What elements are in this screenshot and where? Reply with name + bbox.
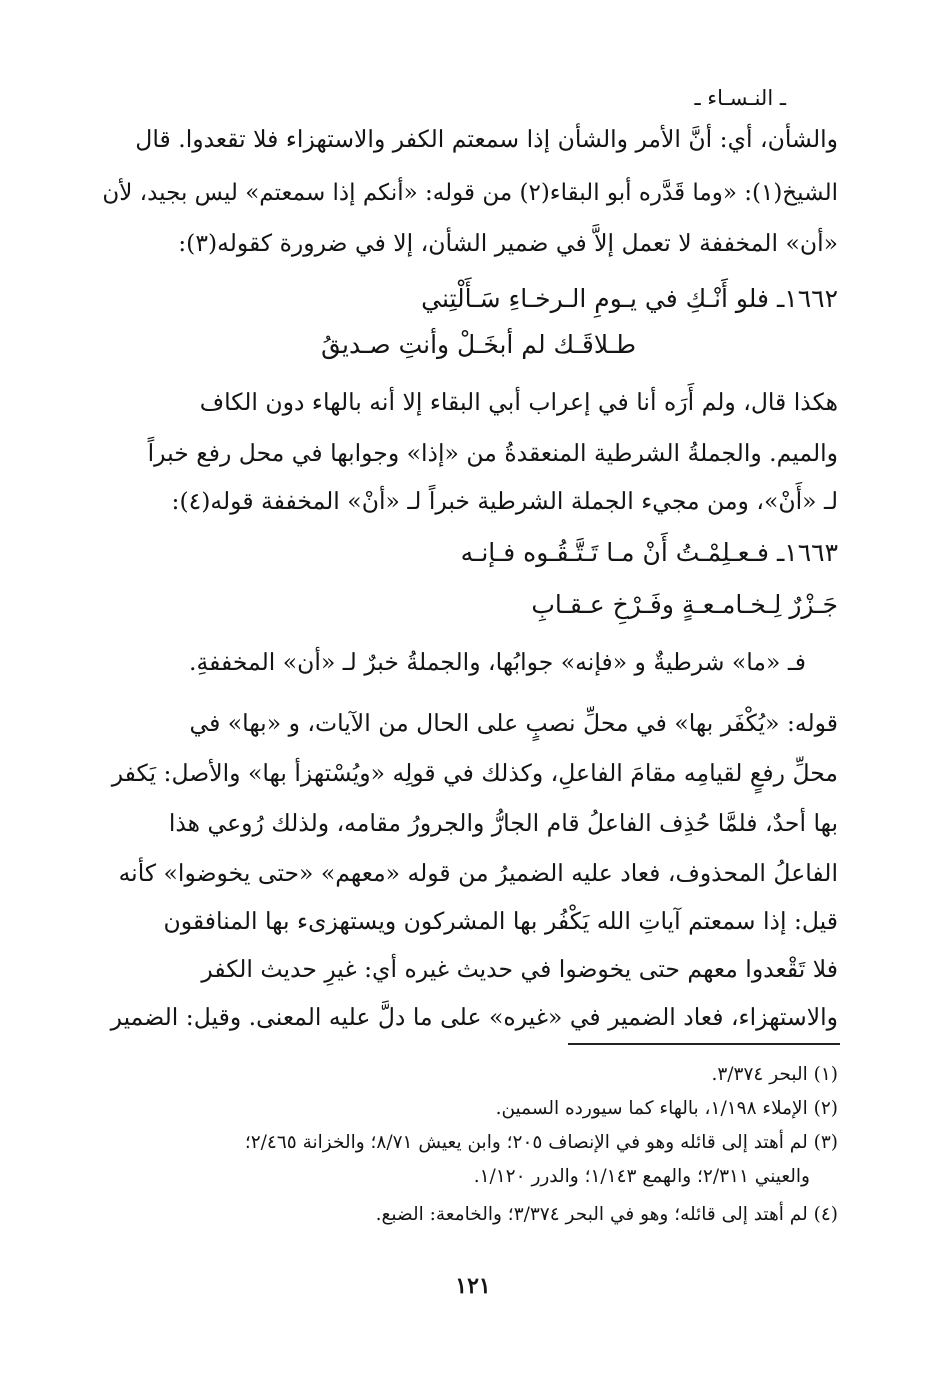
verse-1663-hemistich-1: ١٦٦٣ـ فـعـلِمْـتُ أَنْ مـا تَـتَّـقُـوه فـإنـه <box>460 538 838 567</box>
footnote-3: (٣) لم أهتد إلى قائله وهو في الإنصاف ٢٠٥؛ وابن يعيش ٨/٧١؛ والخزانة ٢/٤٦٥؛ <box>244 1132 838 1153</box>
body-line: والاستهزاء، فعاد الضمير في «غيره» على ما دلَّ عليه المعنى. وقيل: الضمير <box>110 1003 838 1031</box>
body-line: الفاعلُ المحذوف، فعاد عليه الضميرُ من قوله «معهم» «حتى يخوضوا» كأنه <box>118 859 838 887</box>
body-line: «أن» المخففة لا تعمل إلاَّ في ضمير الشأن، إلا في ضرورة كقوله(٣): <box>178 229 838 257</box>
body-line: لـ «أَنْ»، ومن مجيء الجملة الشرطية خبراً لـ «أنْ» المخففة قوله(٤): <box>171 487 838 515</box>
running-head: ـ النـسـاء ـ <box>694 86 786 110</box>
body-line: محلِّ رفعٍ لقيامِه مقامَ الفاعلِ، وكذلك في قولِه «ويُسْتهزأ بها» والأصل: يَكفر <box>111 759 838 787</box>
body-line: والميم. والجملةُ الشرطية المنعقدةُ من «إذا» وجوابها في محل رفع خبراً <box>147 439 838 467</box>
body-line: قوله: «يُكْفَر بها» في محلِّ نصبٍ على الحال من الآيات، و «بها» في <box>189 709 838 737</box>
verse-1663-hemistich-2: جَـزْرٌ لِـخـامـعـةٍ وفَـرْخِ عـقـابِ <box>531 590 838 619</box>
body-line: الشيخ(١): «وما قَدَّره أبو البقاء(٢) من قوله: «أنكم إذا سمعتم» ليس بجيد، لأن <box>102 180 838 206</box>
body-line: قيل: إذا سمعتم آياتِ الله يَكْفُر بها المشركون ويستهزىء بها المنافقون <box>163 907 838 935</box>
footnote-1: (١) البحر ٣/٣٧٤. <box>711 1064 838 1085</box>
page-number: ١٢١ <box>455 1273 491 1299</box>
verse-1662-hemistich-1: ١٦٦٢ـ فلو أَنْـكِ في يـومِ الـرخـاءِ سَـأَلْتِني <box>421 284 838 313</box>
footnote-2: (٢) الإملاء ١/١٩٨، بالهاء كما سيورده السمين. <box>495 1098 838 1119</box>
body-line: والشأن، أي: أنَّ الأمر والشأن إذا سمعتم الكفر والاستهزاء فلا تقعدوا. قال <box>135 125 838 153</box>
verse-commentary: فـ «ما» شرطيةٌ و «فإنه» جوابُها، والجملةُ خبرٌ لـ «أن» المخففةِ. <box>189 648 806 676</box>
footnote-separator <box>568 1043 840 1045</box>
body-line: فلا تَقْعدوا معهم حتى يخوضوا في حديث غيره أي: غيرِ حديث الكفر <box>201 955 838 983</box>
verse-1662-hemistich-2: طـلاقَـك لم أبخَـلْ وأنتِ صـديقُ <box>321 330 636 359</box>
body-line: هكذا قال، ولم أَرَه أنا في إعراب أبي البقاء إلا أنه بالهاء دون الكاف <box>199 388 838 416</box>
body-line: بها أحدٌ، فلمَّا حُذِف الفاعلُ قام الجارُّ والجرورُ مقامه، ولذلك رُوعي هذا <box>168 809 838 837</box>
footnote-4: (٤) لم أهتد إلى قائله؛ وهو في البحر ٣/٣٧٤؛ والخامعة: الضبع. <box>375 1204 838 1225</box>
footnote-3-continued: والعيني ٢/٣١١؛ والهمع ١/١٤٣؛ والدرر ١/١٢٠. <box>473 1166 810 1187</box>
